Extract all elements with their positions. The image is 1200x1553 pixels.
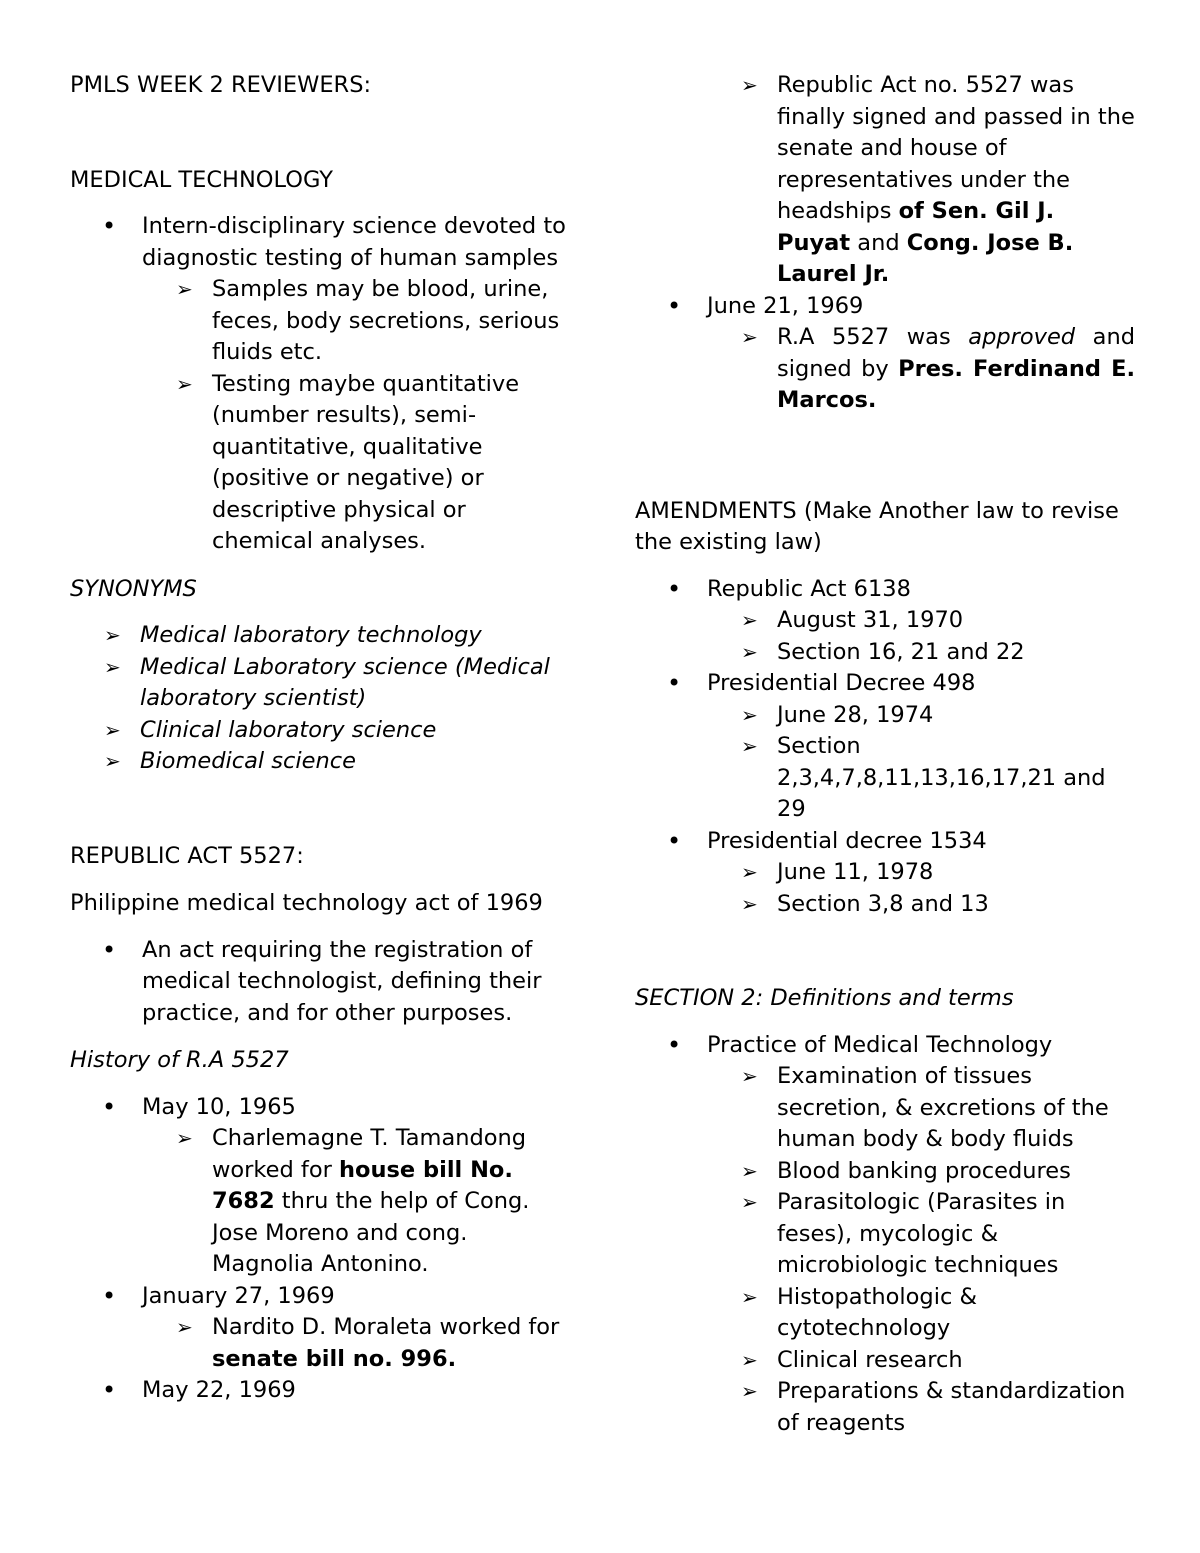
bullet-icon: • xyxy=(667,826,682,855)
arrow-bullet-icon: ➢ xyxy=(104,623,121,647)
list-item xyxy=(70,715,570,747)
amendment-title: Republic Act 6138 xyxy=(707,575,911,602)
synonym: Medical laboratory technology xyxy=(140,622,482,648)
arrow-bullet-icon: ➢ xyxy=(176,277,193,301)
history-event-text: Charlemagne T. Tamandong worked for xyxy=(212,1125,527,1183)
bullet-icon: • xyxy=(102,1281,117,1310)
bullet-icon: • xyxy=(102,212,117,240)
history-date: May 10, 1965 xyxy=(142,1093,296,1120)
arrow-bullet-icon: ➢ xyxy=(741,1158,758,1183)
arrow-bullet-icon: ➢ xyxy=(741,860,758,884)
history-event-text: Republic Act no. 5527 was finally signed and passed in the senate and house of representatives under the headships xyxy=(777,72,1135,224)
list-item xyxy=(635,291,1135,323)
list-item xyxy=(635,826,1135,858)
history-event-text: and signed by xyxy=(777,324,1135,382)
definition-detail: Clinical research xyxy=(777,1346,963,1373)
list-item xyxy=(70,369,570,558)
history-list xyxy=(70,1092,570,1407)
list-item xyxy=(70,620,570,652)
medtech-heading: MEDICAL TECHNOLOGY xyxy=(70,166,334,193)
amendment-detail: Section 2,3,4,7,8,11,13,16,17,21 and 29 xyxy=(777,733,1106,822)
synonyms-heading: SYNONYMS xyxy=(70,575,197,602)
arrow-bullet-icon: ➢ xyxy=(741,891,758,916)
arrow-bullet-icon: ➢ xyxy=(741,1284,758,1309)
senate-bill-reference: senate bill no. 996. xyxy=(212,1345,457,1372)
bullet-icon: • xyxy=(667,669,682,697)
list-item xyxy=(635,1030,1135,1062)
bullet-icon: • xyxy=(102,1092,117,1121)
congressman-name: Cong. Jose B. Laurel Jr. xyxy=(777,229,1074,287)
arrow-bullet-icon: ➢ xyxy=(741,1190,758,1214)
history-continued-list xyxy=(635,70,1135,417)
list-item xyxy=(70,1312,570,1375)
ra-description: An act requiring the registration of medical technologist, defining their practice, and for other purposes. xyxy=(142,936,542,1026)
amendment-title: Presidential Decree 498 xyxy=(707,670,976,696)
definition-detail: Blood banking procedures xyxy=(777,1157,1071,1184)
amendment-detail: Section 3,8 and 13 xyxy=(777,890,989,917)
arrow-bullet-icon: ➢ xyxy=(104,749,121,773)
synonyms-list xyxy=(70,620,570,778)
house-bill-reference: house bill No. 7682 xyxy=(212,1156,513,1214)
definition-detail: Preparations & standardization of reagents xyxy=(777,1378,1126,1436)
list-item xyxy=(635,668,1135,700)
arrow-bullet-icon: ➢ xyxy=(741,639,758,664)
synonym: Clinical laboratory science xyxy=(140,716,437,743)
arrow-bullet-icon: ➢ xyxy=(741,608,758,632)
ra-subtitle: Philippine medical technology act of 1969 xyxy=(70,890,543,916)
president-name: Pres. Ferdinand E. Marcos. xyxy=(777,355,1135,413)
list-item xyxy=(70,652,570,715)
arrow-bullet-icon: ➢ xyxy=(741,1064,758,1088)
synonym: Medical Laboratory science (Medical laboratory scientist) xyxy=(140,653,550,711)
amendment-title: Presidential decree 1534 xyxy=(707,827,987,854)
medtech-sub-item: Samples may be blood, urine, feces, body secretions, serious fluids etc. xyxy=(212,276,560,365)
left-column xyxy=(70,70,570,1407)
document-title: PMLS WEEK 2 REVIEWERS: xyxy=(70,72,372,98)
section2-heading: SECTION 2: Definitions and terms xyxy=(635,985,1014,1011)
list-item xyxy=(70,211,570,274)
list-item xyxy=(635,1345,1135,1377)
list-item xyxy=(635,1282,1135,1345)
list-item xyxy=(635,70,1135,291)
history-date: May 22, 1969 xyxy=(142,1377,296,1403)
amendment-detail: June 11, 1978 xyxy=(777,859,934,885)
list-item xyxy=(635,700,1135,732)
bullet-icon: • xyxy=(102,1376,117,1404)
amendments-heading: AMENDMENTS (Make Another law to revise the existing law) xyxy=(635,497,1119,555)
senator-name: of Sen. Gil J. Puyat xyxy=(777,198,1055,256)
list-item xyxy=(635,322,1135,417)
list-item xyxy=(635,731,1135,826)
definition-detail: Examination of tissues secretion, & excretions of the human body & body fluids xyxy=(777,1063,1109,1152)
list-item xyxy=(635,1061,1135,1156)
right-column xyxy=(635,70,1135,1439)
section2-list xyxy=(635,1030,1135,1440)
history-event-text: Nardito D. Moraleta worked for xyxy=(212,1314,560,1340)
list-item xyxy=(70,1281,570,1313)
medtech-list xyxy=(70,211,570,558)
amendment-detail: June 28, 1974 xyxy=(777,701,934,728)
ra-list xyxy=(70,935,570,1030)
list-item xyxy=(635,1156,1135,1188)
history-date: January 27, 1969 xyxy=(142,1282,335,1309)
ra-heading: REPUBLIC ACT 5527: xyxy=(70,842,304,869)
arrow-bullet-icon: ➢ xyxy=(741,325,758,349)
history-event-text: thru the help of Cong. Jose Moreno and cong. Magnolia Antonino. xyxy=(212,1188,530,1277)
amendment-detail: Section 16, 21 and 22 xyxy=(777,638,1025,665)
medtech-definition: Intern-disciplinary science devoted to diagnostic testing of human samples xyxy=(142,213,566,271)
history-event-text: and xyxy=(850,229,907,256)
arrow-bullet-icon: ➢ xyxy=(741,734,758,758)
list-item xyxy=(70,274,570,369)
arrow-bullet-icon: ➢ xyxy=(104,717,121,742)
arrow-bullet-icon: ➢ xyxy=(176,1315,193,1339)
arrow-bullet-icon: ➢ xyxy=(741,702,758,727)
list-item xyxy=(70,1123,570,1281)
history-event-text: R.A 5527 was xyxy=(777,324,969,350)
list-item xyxy=(70,1375,570,1407)
amendment-detail: August 31, 1970 xyxy=(777,607,964,633)
history-heading: History of R.A 5527 xyxy=(70,1047,289,1073)
synonym: Biomedical science xyxy=(140,748,356,774)
definition-term: Practice of Medical Technology xyxy=(707,1031,1053,1058)
list-item xyxy=(635,605,1135,637)
arrow-bullet-icon: ➢ xyxy=(741,1379,758,1403)
list-item xyxy=(635,1187,1135,1282)
arrow-bullet-icon: ➢ xyxy=(741,73,758,97)
amendments-list xyxy=(635,574,1135,921)
bullet-icon: • xyxy=(667,1030,682,1059)
list-item xyxy=(635,574,1135,606)
arrow-bullet-icon: ➢ xyxy=(176,371,193,396)
approved-text: approved xyxy=(968,324,1076,350)
arrow-bullet-icon: ➢ xyxy=(176,1126,193,1150)
definition-detail: Parasitologic (Parasites in feses), mycologic & microbiologic techniques xyxy=(777,1189,1066,1278)
arrow-bullet-icon: ➢ xyxy=(741,1347,758,1372)
list-item xyxy=(70,746,570,778)
bullet-icon: • xyxy=(667,574,682,603)
list-item xyxy=(70,1092,570,1124)
definition-detail: Histopathologic & cytotechnology xyxy=(777,1283,978,1341)
list-item xyxy=(635,1376,1135,1439)
list-item xyxy=(635,889,1135,921)
bullet-icon: • xyxy=(102,935,117,964)
history-date: June 21, 1969 xyxy=(707,292,864,319)
list-item xyxy=(635,637,1135,669)
arrow-bullet-icon: ➢ xyxy=(104,654,121,679)
list-item xyxy=(70,935,570,1030)
list-item xyxy=(635,857,1135,889)
bullet-icon: • xyxy=(667,291,682,320)
medtech-sub-item: Testing maybe quantitative (number results), semi-quantitative, qualitative (positive or negative) or descriptive physical or chemical analyses. xyxy=(212,370,520,554)
